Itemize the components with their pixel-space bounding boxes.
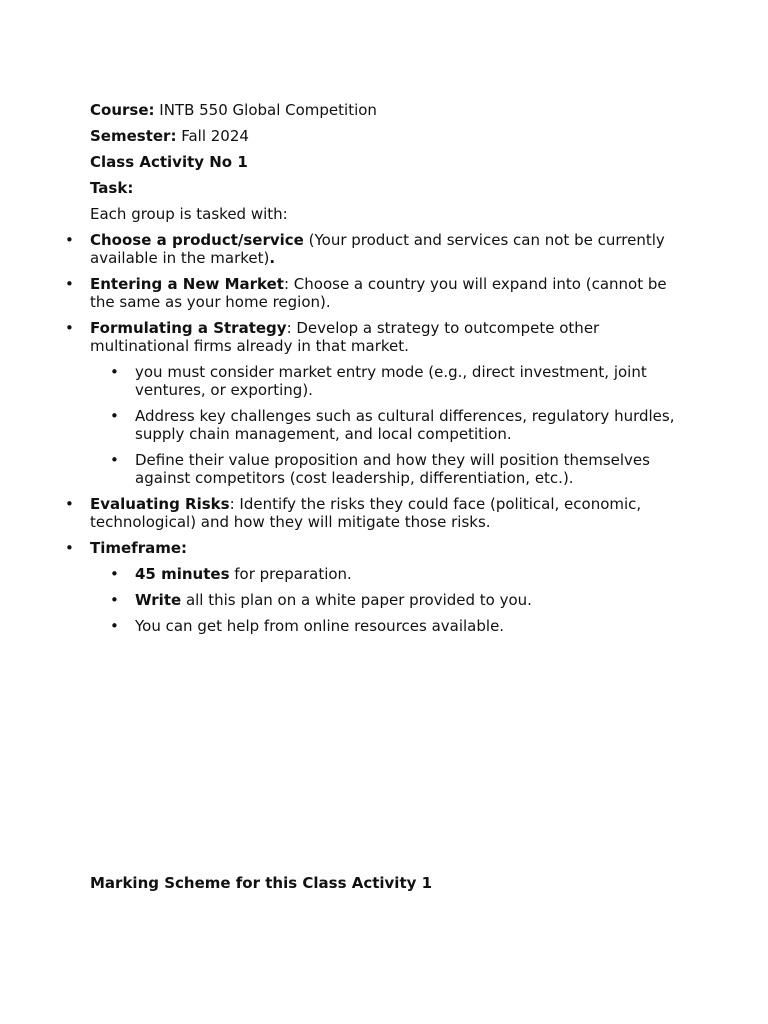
list-item (90, 319, 690, 355)
sub-list-item (135, 407, 695, 443)
list-item (90, 231, 690, 267)
sub-list-item (135, 565, 695, 583)
sub-list-item (135, 363, 695, 399)
bullet-icon: • (65, 495, 74, 513)
bullet-icon: • (110, 407, 119, 425)
marking-scheme-title: Marking Scheme for this Class Activity 1 (90, 874, 433, 892)
item-bold: Timeframe: (90, 539, 188, 557)
bullet-icon: • (110, 617, 119, 635)
subitem-text: you must consider market entry mode (e.g., direct investment, joint ventures, or exporting). (135, 363, 647, 399)
bullet-icon: • (65, 539, 74, 557)
sub-list-item (135, 617, 695, 635)
item-text: : Identify the risks they could face (political, economic, technological) and how they will mitigate those risks. (90, 495, 642, 531)
task-label: Task: (90, 179, 134, 197)
bullet-icon: • (65, 319, 74, 337)
course-line (90, 101, 377, 119)
bullet-icon: • (110, 363, 119, 381)
list-item (90, 539, 690, 557)
subitem-text: You can get help from online resources available. (135, 617, 505, 635)
subitem-text: all this plan on a white paper provided to you. (181, 591, 532, 609)
semester-line (90, 127, 249, 145)
list-item (90, 495, 690, 531)
bullet-icon: • (110, 591, 119, 609)
item-tail: . (269, 249, 276, 267)
course-value: INTB 550 Global Competition (154, 101, 377, 119)
subitem-bold: Write (135, 591, 182, 609)
item-bold: Formulating a Strategy (90, 319, 287, 337)
item-bold: Entering a New Market (90, 275, 284, 293)
semester-label: Semester: (90, 127, 177, 145)
item-bold: Evaluating Risks (90, 495, 230, 513)
subitem-bold: 45 minutes (135, 565, 230, 583)
item-text: (Your product and services can not be currently available in the market) (90, 231, 665, 267)
list-item (90, 275, 690, 311)
bullet-icon: • (110, 565, 119, 583)
sub-list-item (135, 451, 695, 487)
item-bold: Choose a product/service (90, 231, 304, 249)
item-text: : Develop a strategy to outcompete other multinational firms already in that market. (90, 319, 600, 355)
subitem-text: Address key challenges such as cultural differences, regulatory hurdles, supply chain management, and local competition. (135, 407, 675, 443)
semester-value: Fall 2024 (176, 127, 249, 145)
intro-text: Each group is tasked with: (90, 205, 288, 223)
bullet-icon: • (110, 451, 119, 469)
activity-title: Class Activity No 1 (90, 153, 248, 171)
subitem-text: Define their value proposition and how they will position themselves against competitors (cost leadership, differentiation, etc.). (135, 451, 650, 487)
sub-list-item (135, 591, 695, 609)
bullet-icon: • (65, 275, 74, 293)
item-text: : Choose a country you will expand into (cannot be the same as your home region). (90, 275, 667, 311)
subitem-text: for preparation. (229, 565, 352, 583)
course-label: Course: (90, 101, 155, 119)
bullet-icon: • (65, 231, 74, 249)
